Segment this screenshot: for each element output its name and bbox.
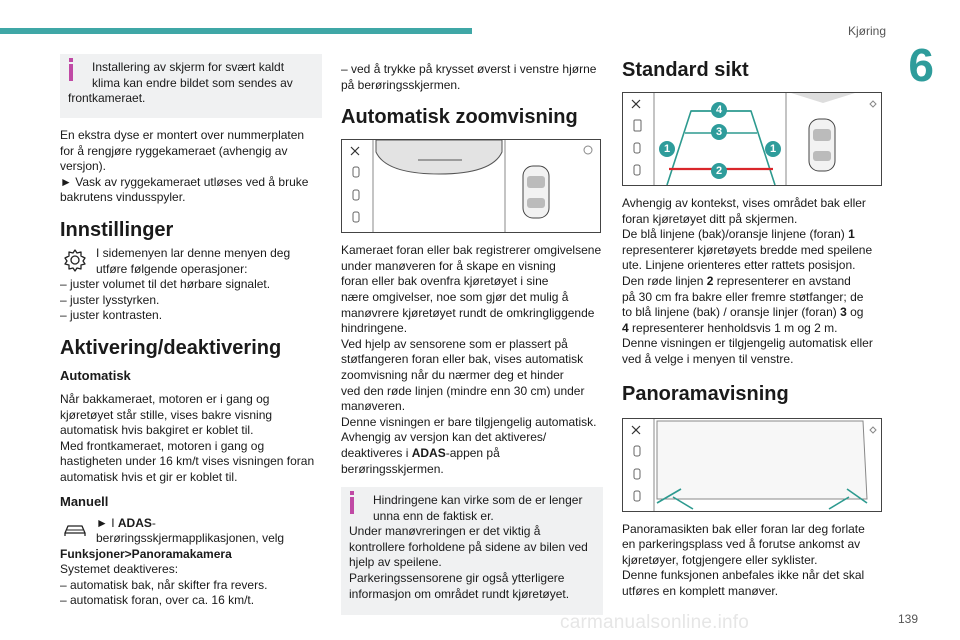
list-item: – juster kontrasten. xyxy=(60,308,163,323)
paragraph: bakrutens vindusspyler. xyxy=(60,190,186,205)
paragraph: under manøveren for å skape en visning xyxy=(341,258,556,273)
paragraph: Avhengig av versjon kan det aktiveres/ xyxy=(341,430,547,445)
heading-activation: Aktivering/deaktivering xyxy=(60,336,282,359)
paragraph: Denne funksjonen anbefales ikke når det skal xyxy=(622,568,865,583)
marker-4: 4 xyxy=(711,102,727,118)
heading-auto-zoom: Automatisk zoomvisning xyxy=(341,106,578,129)
manual-text: ► I xyxy=(96,515,118,530)
marker-2: 2 xyxy=(711,163,727,179)
info-text: hjelp av speilene. xyxy=(349,555,442,570)
info-text: Under manøvreringen er det viktig å xyxy=(349,524,541,539)
paragraph: og xyxy=(846,305,864,320)
paragraph: representerer henholdsvis 1 m og 2 m. xyxy=(628,320,838,335)
info-icon xyxy=(350,497,354,514)
paragraph: for å rengjøre ryggekameraet (avhengig av xyxy=(60,143,288,158)
menu-path: Funksjoner>Panoramakamera xyxy=(60,546,232,561)
ref-number: 4 xyxy=(622,320,629,335)
info-box-obstacles xyxy=(341,487,603,615)
paragraph: Ved hjelp av sensorene som er plassert på xyxy=(341,336,568,351)
ref-number: 3 xyxy=(840,305,847,320)
zoom-view-graphic xyxy=(342,140,600,232)
ref-number: 1 xyxy=(848,227,855,242)
paragraph: foran eller bak ovenfra kjøretøyet i sine xyxy=(341,274,549,289)
adas-label: ADAS xyxy=(117,515,152,530)
paragraph: representerer kjøretøyets bredde med speilene xyxy=(622,242,873,257)
paragraph: De blå linjene (bak)/oransje linjene (foran) xyxy=(622,227,849,242)
paragraph: kjøretøyet står stille, vises bakre visning xyxy=(60,407,273,422)
list-item: – juster lysstyrken. xyxy=(60,292,160,307)
paragraph: to blå linjene (bak) / oransje linjer (foran) xyxy=(622,305,841,320)
paragraph: manøvrere kjøretøyet rundt de omkringliggende xyxy=(341,305,595,320)
paragraph: En ekstra dyse er montert over nummerplaten xyxy=(60,128,305,142)
heading-panorama: Panoramavisning xyxy=(622,382,789,405)
running-head: Kjøring xyxy=(847,24,886,38)
info-text: Installering av skjerm for svært kaldt xyxy=(92,60,285,74)
ref-number: 2 xyxy=(706,273,714,288)
paragraph: automatisk hvis bakgiret er koblet til. xyxy=(60,423,254,438)
panorama-view-illustration xyxy=(622,418,882,512)
paragraph: Denne visningen er bare tilgjengelig automatisk. xyxy=(341,414,597,429)
standard-view-illustration xyxy=(622,92,882,186)
heading-standard-view: Standard sikt xyxy=(622,59,749,81)
heading-automatic: Automatisk xyxy=(60,367,131,383)
heading-manual: Manuell xyxy=(60,493,109,509)
paragraph: Avhengig av kontekst, vises området bak eller xyxy=(622,196,866,210)
list-item: – ved å trykke på krysset øverst i venstre hjørne xyxy=(341,62,597,76)
paragraph: hindringene. xyxy=(341,321,408,336)
paragraph: Denne visningen er tilgjengelig automatisk eller xyxy=(622,336,873,351)
list-item: – automatisk bak, når skifter fra revers. xyxy=(60,577,268,592)
car-assist-icon xyxy=(62,517,88,543)
chapter-number: 6 xyxy=(908,39,934,91)
adas-label: ADAS xyxy=(411,445,446,460)
paragraph: på 30 cm fra bakre eller fremre støtfanger; de xyxy=(622,289,864,304)
column-3 xyxy=(622,54,884,600)
info-box-cold-climate xyxy=(60,54,322,118)
paragraph: hastigheten under 16 km/t vises visningen foran xyxy=(60,454,315,469)
settings-text: utføre følgende operasjoner: xyxy=(96,261,248,276)
paragraph: zoomvisning når du nærmer deg et hinder xyxy=(341,367,564,382)
watermark: carmanualsonline.info xyxy=(560,612,750,633)
list-item: på berøringsskjermen. xyxy=(341,77,461,92)
paragraph: ved å velge i menyen til venstre. xyxy=(622,351,794,366)
paragraph: Når bakkameraet, motoren er i gang og xyxy=(60,391,270,406)
paragraph: manøveren. xyxy=(341,399,406,414)
info-text: Parkeringssensorene gir også ytterligere xyxy=(349,571,565,586)
paragraph: Den røde linjen xyxy=(622,273,707,288)
paragraph: representerer en avstand xyxy=(713,273,851,288)
gear-icon xyxy=(62,247,88,273)
paragraph: Panoramasikten bak eller foran lar deg forlate xyxy=(622,521,865,536)
paragraph: ute. Linjene orienteres etter rattets posisjon. xyxy=(622,258,856,273)
marker-3: 3 xyxy=(711,124,727,140)
zoom-view-illustration xyxy=(341,139,601,233)
manual-item xyxy=(60,516,322,547)
heading-settings: Innstillinger xyxy=(60,218,174,241)
list-item: – automatisk foran, over ca. 16 km/t. xyxy=(60,593,255,608)
info-text: klima kan endre bildet som sendes av xyxy=(92,75,293,90)
marker-1: 1 xyxy=(659,141,675,157)
marker-1: 1 xyxy=(765,141,781,157)
paragraph: utføres en komplett manøver. xyxy=(622,583,779,598)
paragraph: -appen på xyxy=(445,445,500,460)
paragraph: kjøretøyer, fotgjengere eller syklister. xyxy=(622,552,818,567)
settings-text: I sidemenyen lar denne menyen deg xyxy=(96,245,291,260)
info-text: Hindringene kan virke som de er lenger xyxy=(373,493,583,508)
paragraph: Med frontkameraet, motoren i gang og xyxy=(60,438,265,453)
standard-view-graphic xyxy=(623,93,881,185)
paragraph: versjon). xyxy=(60,159,107,174)
paragraph: Kameraet foran eller bak registrerer omgivelsene xyxy=(341,243,602,258)
paragraph: foran kjøretøyet ditt på skjermen. xyxy=(622,211,798,226)
paragraph: automatisk hvis et gir er koblet til. xyxy=(60,469,238,484)
page-number: 139 xyxy=(897,612,918,626)
paragraph: deaktiveres i xyxy=(341,445,412,460)
paragraph: ► Vask av ryggekameraet utløses ved å bruke xyxy=(60,174,309,189)
paragraph: Systemet deaktiveres: xyxy=(60,562,179,577)
paragraph: en parkeringsplass ved å forutse ankomst av xyxy=(622,537,861,552)
info-text: frontkameraet. xyxy=(68,91,146,106)
column-2 xyxy=(341,62,603,615)
paragraph: ved den røde linjen (mindre enn 30 cm) under xyxy=(341,383,585,398)
list-item: – juster volumet til det hørbare signalet. xyxy=(60,277,271,292)
info-text: informasjon om området rundt kjøretøyet. xyxy=(349,586,570,601)
manual-text: - xyxy=(151,515,156,530)
panorama-view-graphic xyxy=(623,419,881,511)
info-text: unna enn de faktisk er. xyxy=(373,508,494,523)
column-1 xyxy=(60,54,322,609)
info-icon xyxy=(69,64,73,81)
manual-text: berøringsskjermapplikasjonen, velg xyxy=(96,531,285,546)
paragraph: berøringsskjermen. xyxy=(341,461,444,476)
header-accent-bar xyxy=(0,28,472,34)
paragraph: støtfangeren foran eller bak, vises automatisk xyxy=(341,352,584,367)
settings-item xyxy=(60,246,322,277)
paragraph: nære omgivelser, noe som gjør det mulig å xyxy=(341,289,569,304)
info-text: kontrollere forholdene på sidene av bilen ved xyxy=(349,539,588,554)
